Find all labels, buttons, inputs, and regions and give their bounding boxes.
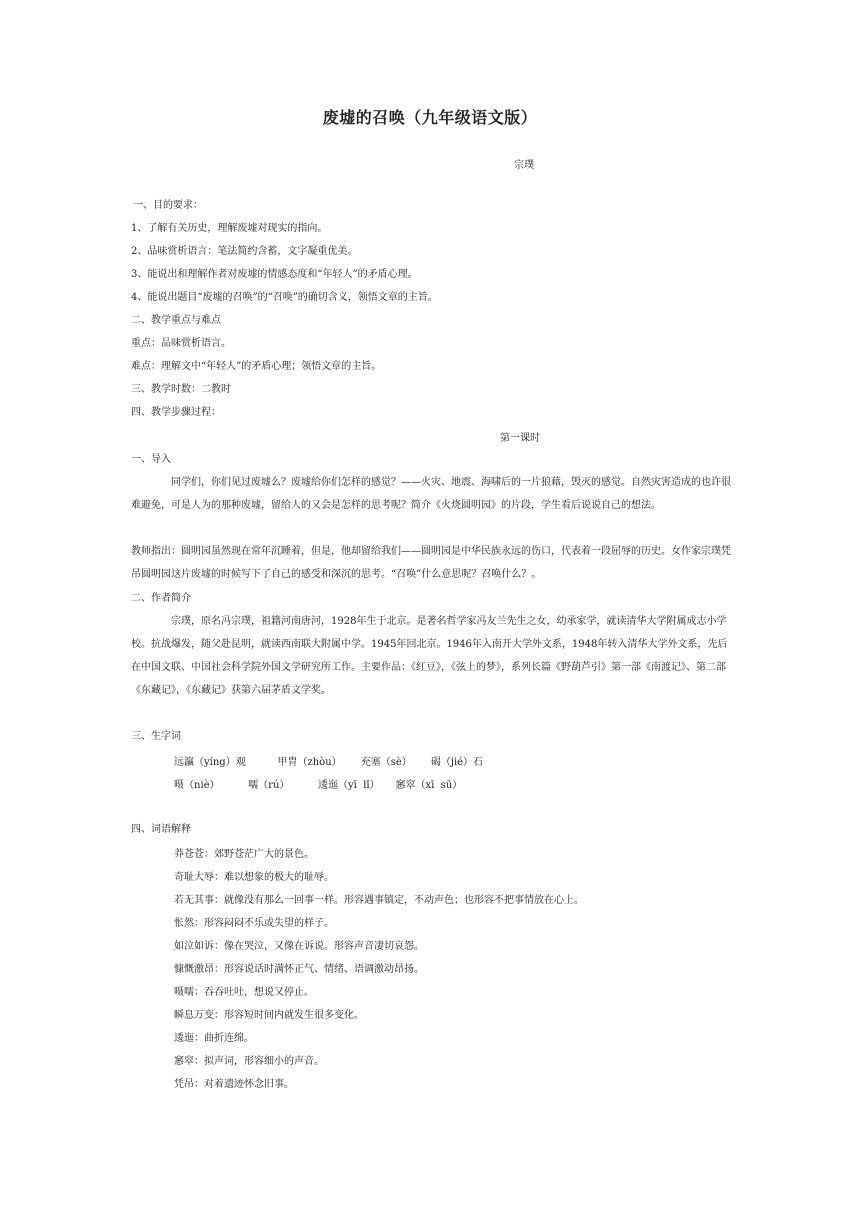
author-heading: 二、作者简介: [131, 593, 191, 604]
vocab-heading: 三、生字词: [131, 731, 181, 742]
lesson-label: 第一课时: [500, 433, 540, 444]
key-point: 重点：品味赏析语言。: [131, 338, 231, 349]
intro-paragraph: 同学们，你们见过废墟么？废墟给你们怎样的感觉？——火灾、地震、海啸后的一片狼藉，毁灭的感觉。自然灾害造成的也许很难避免，可是人为的那种废墟，留给人的又会是怎样的思考呢？简介《火烧圆明园》的片段，学生看后说说自己的想法。: [131, 477, 731, 511]
term-definition: 奇耻大辱：难以想象的极大的耻辱。: [174, 872, 334, 883]
term-definition: 若无其事：就像没有那么一回事一样。形容遇事镇定，不动声色；也形容不把事情放在心上。: [174, 895, 584, 906]
term-definition: 如泣如诉：像在哭泣，又像在诉说。形容声音凄切哀怨。: [174, 941, 424, 952]
term-definition: 逶迤：曲折连绵。: [174, 1033, 254, 1044]
objective-item: 3、能说出和理解作者对废墟的情感态度和“年轻人”的矛盾心理。: [131, 269, 418, 280]
term-definition: 莽苍苍：郊野苍茫广大的景色。: [174, 849, 314, 860]
teacher-paragraph: 教师指出：圆明园虽然现在常年沉睡着，但是，他却留给我们——圆明园是中华民族永远的伤口，代表着一段屈辱的历史。女作家宗璞凭吊圆明园这片废墟的时候写下了自己的感受和深沉的思考。“召唤”什么意思呢？召唤什么？。: [131, 546, 731, 580]
terms-heading: 四、词语解释: [131, 824, 191, 835]
page-title: 废墟的召唤（九年级语文版）: [322, 108, 538, 127]
author-paragraph: 宗璞，原名冯宗璞，祖籍河南唐河，1928年生于北京。是著名哲学家冯友兰先生之女，幼承家学，就读清华大学附属成志小学校。抗战爆发，随父赴昆明，就读西南联大附属中学。1945年回北京。1946年入南开大学外文系，1948年转入清华大学外文系，先后在中国文联、中国社会科学院外国文学研究所工作。主要作品：《红豆》，《弦上的梦》，系列长篇《野葫芦引》第一部《南渡记》、第二部《东藏记》，《东藏记》获第六届茅盾文学奖。: [131, 616, 728, 696]
objective-item: 4、能说出题目“废墟的召唤”的“召唤”的确切含义，领悟文章的主旨。: [131, 292, 438, 303]
intro-heading: 一、导入: [131, 454, 171, 465]
difficulty: 难点：理解文中“年轻人”的矛盾心理；领悟文章的主旨。: [131, 361, 382, 372]
author-name: 宗璞: [514, 160, 534, 171]
term-definition: 嗫嚅：吞吞吐吐，想说又停止。: [174, 987, 314, 998]
term-definition: 慷慨激昂：形容说话时满怀正气、情绪、语调激动昂扬。: [174, 964, 424, 975]
term-definition: 瞬息万变：形容短时间内就发生很多变化。: [174, 1010, 364, 1021]
objectives-heading: 一、目的要求：: [133, 200, 203, 211]
objective-item: 1、了解有关历史，理解废墟对现实的指向。: [131, 223, 328, 234]
term-definition: 凭吊：对着遗迹怀念旧事。: [174, 1079, 294, 1090]
hours: 三、教学时数：二教时: [131, 384, 231, 395]
key-heading: 二、教学重点与难点: [131, 315, 221, 326]
vocab-row: 远瀛（yíng）观 甲胄（zhòu） 充塞（sè） 碣（jié）石: [174, 757, 484, 768]
vocab-row: 嗫（niè） 嚅（rú） 逶迤（yī lǐ） 窸窣（xī sū）: [174, 780, 463, 791]
term-definition: 窸窣：拟声词，形容细小的声音。: [174, 1056, 324, 1067]
steps-heading: 四、教学步骤过程：: [131, 407, 221, 418]
objective-item: 2、品味赏析语言：笔法简约含蓄，文字凝重优美。: [131, 246, 358, 257]
term-definition: 怅然：形容闷闷不乐或失望的样子。: [174, 918, 334, 929]
